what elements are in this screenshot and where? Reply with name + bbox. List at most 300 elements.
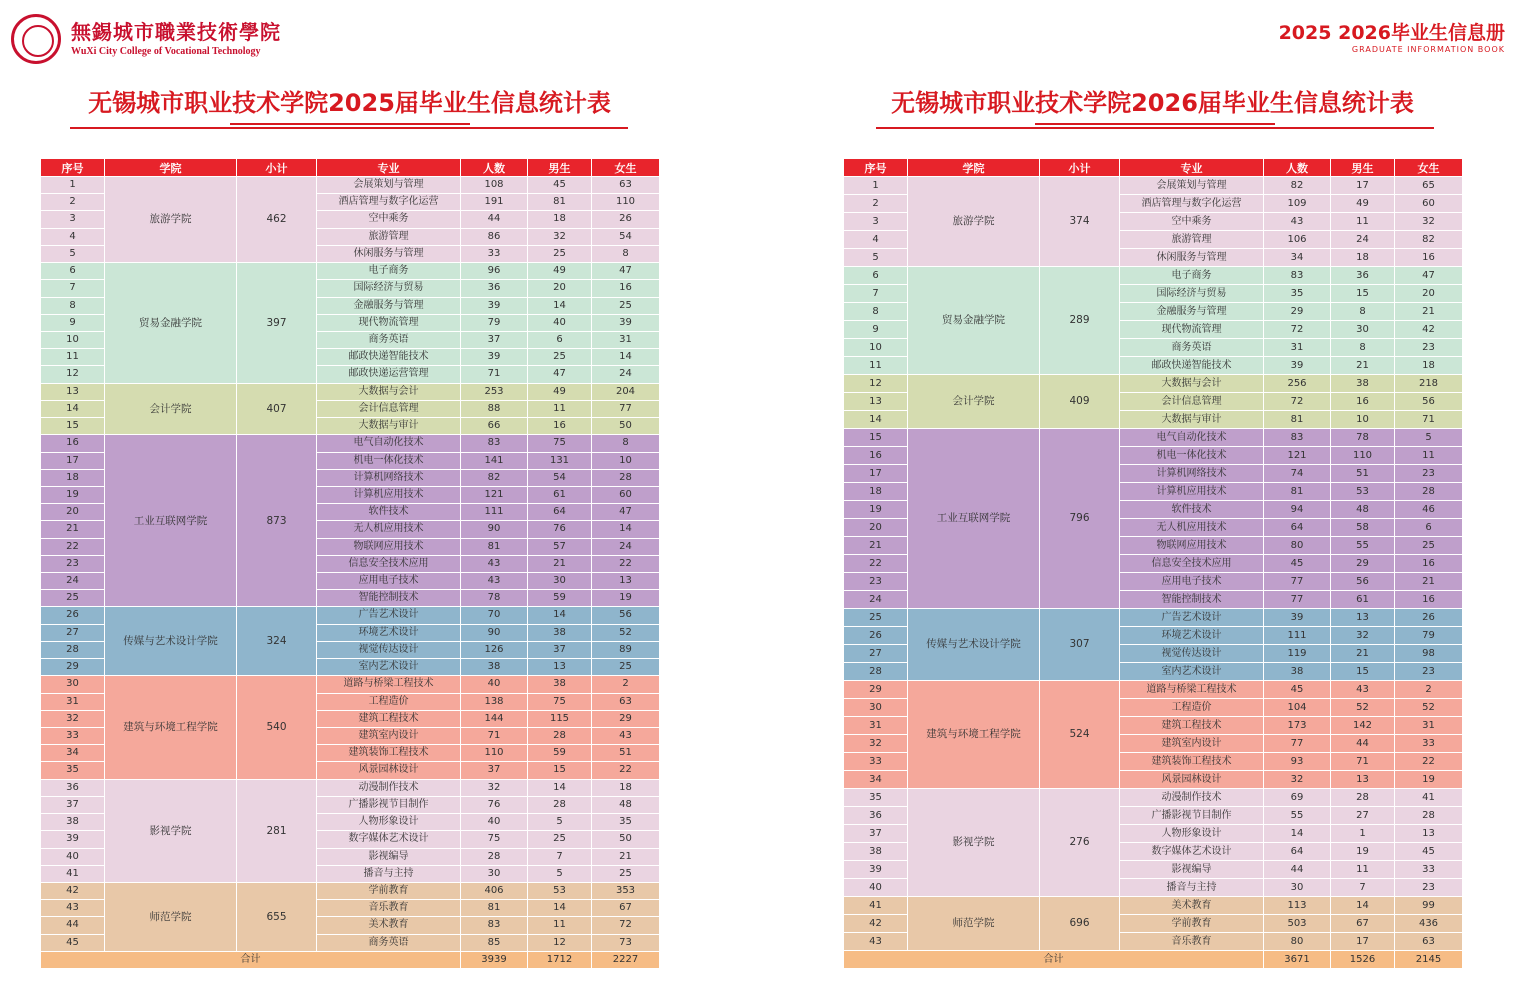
college-name: 师范学院 — [105, 882, 237, 951]
student-count: 80 — [1264, 537, 1331, 555]
row-number: 40 — [41, 848, 105, 865]
male-count: 8 — [1331, 303, 1395, 321]
major-name: 美术教育 — [1120, 897, 1264, 915]
major-name: 工程造价 — [1120, 699, 1264, 717]
male-count: 71 — [1331, 753, 1395, 771]
major-name: 计算机网络技术 — [317, 469, 461, 486]
male-count: 131 — [528, 452, 592, 469]
book-name: 毕业生信息册 — [1390, 22, 1505, 44]
column-header: 男生 — [1331, 159, 1395, 177]
row-number: 23 — [41, 555, 105, 572]
student-count: 256 — [1264, 375, 1331, 393]
major-name: 应用电子技术 — [1120, 573, 1264, 591]
row-number: 28 — [41, 641, 105, 658]
row-number: 8 — [41, 297, 105, 314]
major-name: 建筑室内设计 — [1120, 735, 1264, 753]
male-count: 49 — [1331, 195, 1395, 213]
row-number: 38 — [844, 843, 908, 861]
student-count: 173 — [1264, 717, 1331, 735]
row-number: 39 — [844, 861, 908, 879]
female-count: 22 — [1395, 753, 1463, 771]
college-name: 影视学院 — [908, 789, 1040, 897]
male-count: 43 — [1331, 681, 1395, 699]
major-name: 智能控制技术 — [1120, 591, 1264, 609]
major-name: 应用电子技术 — [317, 573, 461, 590]
student-count: 79 — [461, 314, 528, 331]
student-count: 39 — [461, 349, 528, 366]
male-count: 16 — [1331, 393, 1395, 411]
student-count: 82 — [461, 469, 528, 486]
major-name: 学前教育 — [317, 882, 461, 899]
student-count: 144 — [461, 710, 528, 727]
female-count: 60 — [592, 486, 660, 503]
major-name: 大数据与审计 — [317, 418, 461, 435]
column-header: 男生 — [528, 159, 592, 177]
student-count: 40 — [461, 814, 528, 831]
major-name: 数字媒体艺术设计 — [317, 831, 461, 848]
table-header-row — [844, 159, 1463, 177]
male-count: 49 — [528, 383, 592, 400]
female-count: 82 — [1395, 231, 1463, 249]
student-count: 66 — [461, 418, 528, 435]
row-number: 26 — [41, 607, 105, 624]
female-count: 13 — [592, 573, 660, 590]
female-count: 2 — [1395, 681, 1463, 699]
student-count: 111 — [461, 504, 528, 521]
row-number: 12 — [844, 375, 908, 393]
major-name: 视觉传达设计 — [1120, 645, 1264, 663]
major-name: 现代物流管理 — [1120, 321, 1264, 339]
student-count: 38 — [1264, 663, 1331, 681]
female-count: 33 — [1395, 861, 1463, 879]
row-number: 24 — [41, 573, 105, 590]
student-count: 75 — [461, 831, 528, 848]
female-count: 63 — [592, 177, 660, 194]
male-count: 28 — [528, 796, 592, 813]
female-count: 47 — [1395, 267, 1463, 285]
row-number: 33 — [844, 753, 908, 771]
male-count: 53 — [528, 882, 592, 899]
female-count: 20 — [1395, 285, 1463, 303]
male-count: 37 — [528, 641, 592, 658]
male-count: 61 — [1331, 591, 1395, 609]
total-value: 3939 — [461, 951, 528, 968]
male-count: 14 — [528, 297, 592, 314]
college-subtotal: 696 — [1040, 897, 1120, 951]
female-count: 28 — [1395, 807, 1463, 825]
male-count: 44 — [1331, 735, 1395, 753]
male-count: 28 — [528, 728, 592, 745]
major-name: 电子商务 — [317, 263, 461, 280]
male-count: 20 — [528, 280, 592, 297]
row-number: 14 — [41, 400, 105, 417]
female-count: 89 — [592, 641, 660, 658]
major-name: 播音与主持 — [317, 865, 461, 882]
male-count: 81 — [528, 194, 592, 211]
student-count: 88 — [461, 400, 528, 417]
major-name: 动漫制作技术 — [1120, 789, 1264, 807]
row-number: 36 — [844, 807, 908, 825]
row-number: 4 — [844, 231, 908, 249]
student-count: 69 — [1264, 789, 1331, 807]
female-count: 28 — [592, 469, 660, 486]
major-name: 电气自动化技术 — [1120, 429, 1264, 447]
major-name: 软件技术 — [1120, 501, 1264, 519]
row-number: 35 — [844, 789, 908, 807]
student-count: 78 — [461, 590, 528, 607]
major-name: 商务英语 — [317, 934, 461, 951]
major-name: 国际经济与贸易 — [1120, 285, 1264, 303]
major-name: 音乐教育 — [1120, 933, 1264, 951]
table-row — [844, 681, 1463, 699]
column-header: 女生 — [1395, 159, 1463, 177]
row-number: 32 — [844, 735, 908, 753]
male-count: 40 — [528, 314, 592, 331]
major-name: 智能控制技术 — [317, 590, 461, 607]
table-row — [41, 676, 660, 693]
major-name: 建筑工程技术 — [317, 710, 461, 727]
female-count: 204 — [592, 383, 660, 400]
row-number: 34 — [41, 745, 105, 762]
table-row — [41, 607, 660, 624]
book-year-1: 2025 — [1278, 22, 1332, 44]
table-row — [844, 429, 1463, 447]
female-count: 8 — [592, 435, 660, 452]
major-name: 休闲服务与管理 — [317, 245, 461, 262]
total-value: 3671 — [1264, 951, 1331, 969]
total-label: 合计 — [41, 951, 461, 968]
college-seal-icon — [11, 14, 61, 64]
male-count: 64 — [528, 504, 592, 521]
male-count: 49 — [528, 263, 592, 280]
male-count: 25 — [528, 245, 592, 262]
table-row — [844, 897, 1463, 915]
major-name: 道路与桥梁工程技术 — [317, 676, 461, 693]
major-name: 会展策划与管理 — [1120, 177, 1264, 195]
female-count: 50 — [592, 831, 660, 848]
row-number: 5 — [844, 249, 908, 267]
female-count: 45 — [1395, 843, 1463, 861]
major-name: 计算机应用技术 — [1120, 483, 1264, 501]
female-count: 52 — [592, 624, 660, 641]
row-number: 22 — [41, 538, 105, 555]
major-name: 广播影视节目制作 — [1120, 807, 1264, 825]
major-name: 视觉传达设计 — [317, 641, 461, 658]
female-count: 22 — [592, 555, 660, 572]
female-count: 353 — [592, 882, 660, 899]
row-number: 17 — [844, 465, 908, 483]
major-name: 空中乘务 — [1120, 213, 1264, 231]
major-name: 建筑室内设计 — [317, 728, 461, 745]
college-name: 工业互联网学院 — [908, 429, 1040, 609]
major-name: 风景园林设计 — [1120, 771, 1264, 789]
row-number: 1 — [844, 177, 908, 195]
college-name: 建筑与环境工程学院 — [105, 676, 237, 779]
college-name: 工业互联网学院 — [105, 435, 237, 607]
student-count: 110 — [461, 745, 528, 762]
male-count: 15 — [528, 762, 592, 779]
female-count: 2 — [592, 676, 660, 693]
column-header: 学院 — [105, 159, 237, 177]
major-name: 商务英语 — [317, 331, 461, 348]
college-name: 会计学院 — [105, 383, 237, 435]
college-subtotal: 397 — [237, 263, 317, 384]
male-count: 13 — [528, 659, 592, 676]
female-count: 47 — [592, 504, 660, 521]
major-name: 空中乘务 — [317, 211, 461, 228]
college-subtotal: 276 — [1040, 789, 1120, 897]
major-name: 建筑装饰工程技术 — [317, 745, 461, 762]
major-name: 数字媒体艺术设计 — [1120, 843, 1264, 861]
student-count: 86 — [461, 228, 528, 245]
female-count: 77 — [592, 400, 660, 417]
major-name: 风景园林设计 — [317, 762, 461, 779]
title-underline — [70, 127, 628, 129]
logo-english-name: WuXi City College of Vocational Technology — [71, 46, 261, 57]
row-number: 33 — [41, 728, 105, 745]
male-count: 25 — [528, 831, 592, 848]
female-count: 41 — [1395, 789, 1463, 807]
student-count: 90 — [461, 624, 528, 641]
female-count: 16 — [1395, 591, 1463, 609]
college-subtotal: 873 — [237, 435, 317, 607]
major-name: 学前教育 — [1120, 915, 1264, 933]
college-subtotal: 409 — [1040, 375, 1120, 429]
student-count: 81 — [1264, 411, 1331, 429]
book-year-2: 2026 — [1338, 22, 1391, 44]
student-count: 40 — [461, 676, 528, 693]
row-number: 27 — [41, 624, 105, 641]
row-number: 38 — [41, 814, 105, 831]
table-2026-title: 无锡城市职业技术学院2026届毕业生信息统计表 — [891, 89, 1414, 117]
table-row — [844, 177, 1463, 195]
student-count: 111 — [1264, 627, 1331, 645]
female-count: 21 — [592, 848, 660, 865]
row-number: 7 — [844, 285, 908, 303]
major-name: 影视编导 — [317, 848, 461, 865]
male-count: 142 — [1331, 717, 1395, 735]
major-name: 物联网应用技术 — [1120, 537, 1264, 555]
row-number: 10 — [844, 339, 908, 357]
total-value: 1526 — [1331, 951, 1395, 969]
row-number: 7 — [41, 280, 105, 297]
male-count: 17 — [1331, 177, 1395, 195]
major-name: 酒店管理与数字化运营 — [317, 194, 461, 211]
major-name: 金融服务与管理 — [317, 297, 461, 314]
male-count: 11 — [1331, 213, 1395, 231]
major-name: 现代物流管理 — [317, 314, 461, 331]
major-name: 大数据与会计 — [1120, 375, 1264, 393]
student-count: 28 — [461, 848, 528, 865]
male-count: 58 — [1331, 519, 1395, 537]
female-count: 50 — [592, 418, 660, 435]
college-name: 贸易金融学院 — [105, 263, 237, 384]
column-header: 序号 — [41, 159, 105, 177]
row-number: 27 — [844, 645, 908, 663]
student-count: 37 — [461, 762, 528, 779]
row-number: 44 — [41, 917, 105, 934]
row-number: 15 — [844, 429, 908, 447]
female-count: 19 — [1395, 771, 1463, 789]
male-count: 15 — [1331, 663, 1395, 681]
college-subtotal: 524 — [1040, 681, 1120, 789]
male-count: 54 — [528, 469, 592, 486]
row-number: 6 — [41, 263, 105, 280]
female-count: 16 — [1395, 249, 1463, 267]
major-name: 金融服务与管理 — [1120, 303, 1264, 321]
major-name: 动漫制作技术 — [317, 779, 461, 796]
column-header: 学院 — [908, 159, 1040, 177]
row-number: 39 — [41, 831, 105, 848]
college-name: 贸易金融学院 — [908, 267, 1040, 375]
female-count: 10 — [592, 452, 660, 469]
student-count: 77 — [1264, 735, 1331, 753]
student-count: 503 — [1264, 915, 1331, 933]
title-underline-accent — [1035, 123, 1275, 125]
student-count: 93 — [1264, 753, 1331, 771]
row-number: 20 — [41, 504, 105, 521]
row-number: 21 — [41, 521, 105, 538]
male-count: 61 — [528, 486, 592, 503]
college-subtotal: 796 — [1040, 429, 1120, 609]
major-name: 无人机应用技术 — [317, 521, 461, 538]
student-count: 94 — [1264, 501, 1331, 519]
male-count: 59 — [528, 745, 592, 762]
student-count: 121 — [1264, 447, 1331, 465]
student-count: 32 — [461, 779, 528, 796]
male-count: 14 — [528, 607, 592, 624]
male-count: 59 — [528, 590, 592, 607]
major-name: 计算机网络技术 — [1120, 465, 1264, 483]
row-number: 29 — [41, 659, 105, 676]
student-count: 31 — [1264, 339, 1331, 357]
row-number: 8 — [844, 303, 908, 321]
female-count: 23 — [1395, 663, 1463, 681]
row-number: 1 — [41, 177, 105, 194]
row-number: 16 — [41, 435, 105, 452]
male-count: 17 — [1331, 933, 1395, 951]
major-name: 电子商务 — [1120, 267, 1264, 285]
female-count: 56 — [1395, 393, 1463, 411]
female-count: 23 — [1395, 465, 1463, 483]
male-count: 10 — [1331, 411, 1395, 429]
female-count: 43 — [592, 728, 660, 745]
male-count: 14 — [528, 900, 592, 917]
student-count: 36 — [461, 280, 528, 297]
college-subtotal: 281 — [237, 779, 317, 882]
row-number: 11 — [41, 349, 105, 366]
female-count: 16 — [1395, 555, 1463, 573]
row-number: 24 — [844, 591, 908, 609]
college-subtotal: 655 — [237, 882, 317, 951]
female-count: 52 — [1395, 699, 1463, 717]
male-count: 38 — [528, 676, 592, 693]
female-count: 48 — [592, 796, 660, 813]
row-number: 43 — [844, 933, 908, 951]
row-number: 12 — [41, 366, 105, 383]
student-count: 43 — [1264, 213, 1331, 231]
student-count: 83 — [461, 917, 528, 934]
table-row — [41, 779, 660, 796]
student-count: 81 — [461, 900, 528, 917]
row-number: 14 — [844, 411, 908, 429]
row-number: 42 — [844, 915, 908, 933]
male-count: 110 — [1331, 447, 1395, 465]
row-number: 13 — [844, 393, 908, 411]
male-count: 21 — [1331, 357, 1395, 375]
student-count: 90 — [461, 521, 528, 538]
table-row — [844, 609, 1463, 627]
female-count: 23 — [1395, 879, 1463, 897]
major-name: 广告艺术设计 — [317, 607, 461, 624]
major-name: 影视编导 — [1120, 861, 1264, 879]
male-count: 5 — [528, 814, 592, 831]
male-count: 11 — [528, 917, 592, 934]
female-count: 18 — [1395, 357, 1463, 375]
female-count: 436 — [1395, 915, 1463, 933]
student-count: 33 — [461, 245, 528, 262]
male-count: 11 — [528, 400, 592, 417]
major-name: 建筑工程技术 — [1120, 717, 1264, 735]
female-count: 25 — [1395, 537, 1463, 555]
graduate-table-2026 — [843, 158, 1463, 969]
male-count: 14 — [1331, 897, 1395, 915]
major-name: 建筑装饰工程技术 — [1120, 753, 1264, 771]
male-count: 78 — [1331, 429, 1395, 447]
row-number: 30 — [41, 676, 105, 693]
row-number: 30 — [844, 699, 908, 717]
row-number: 22 — [844, 555, 908, 573]
row-number: 29 — [844, 681, 908, 699]
male-count: 36 — [1331, 267, 1395, 285]
major-name: 广告艺术设计 — [1120, 609, 1264, 627]
female-count: 23 — [1395, 339, 1463, 357]
male-count: 38 — [1331, 375, 1395, 393]
student-count: 83 — [1264, 267, 1331, 285]
student-count: 82 — [1264, 177, 1331, 195]
female-count: 71 — [1395, 411, 1463, 429]
major-name: 人物形象设计 — [1120, 825, 1264, 843]
male-count: 30 — [528, 573, 592, 590]
table-row — [844, 267, 1463, 285]
female-count: 72 — [592, 917, 660, 934]
college-name: 传媒与艺术设计学院 — [105, 607, 237, 676]
female-count: 24 — [592, 366, 660, 383]
major-name: 机电一体化技术 — [1120, 447, 1264, 465]
major-name: 旅游管理 — [1120, 231, 1264, 249]
major-name: 邮政快递智能技术 — [317, 349, 461, 366]
student-count: 30 — [1264, 879, 1331, 897]
student-count: 45 — [1264, 555, 1331, 573]
female-count: 8 — [592, 245, 660, 262]
table-row — [41, 882, 660, 899]
student-count: 44 — [1264, 861, 1331, 879]
row-number: 2 — [844, 195, 908, 213]
row-number: 6 — [844, 267, 908, 285]
male-count: 32 — [528, 228, 592, 245]
row-number: 25 — [844, 609, 908, 627]
male-count: 15 — [1331, 285, 1395, 303]
male-count: 16 — [528, 418, 592, 435]
female-count: 60 — [1395, 195, 1463, 213]
female-count: 28 — [1395, 483, 1463, 501]
student-count: 34 — [1264, 249, 1331, 267]
male-count: 6 — [528, 331, 592, 348]
total-label: 合计 — [844, 951, 1264, 969]
major-name: 邮政快递智能技术 — [1120, 357, 1264, 375]
major-name: 环境艺术设计 — [1120, 627, 1264, 645]
student-count: 191 — [461, 194, 528, 211]
